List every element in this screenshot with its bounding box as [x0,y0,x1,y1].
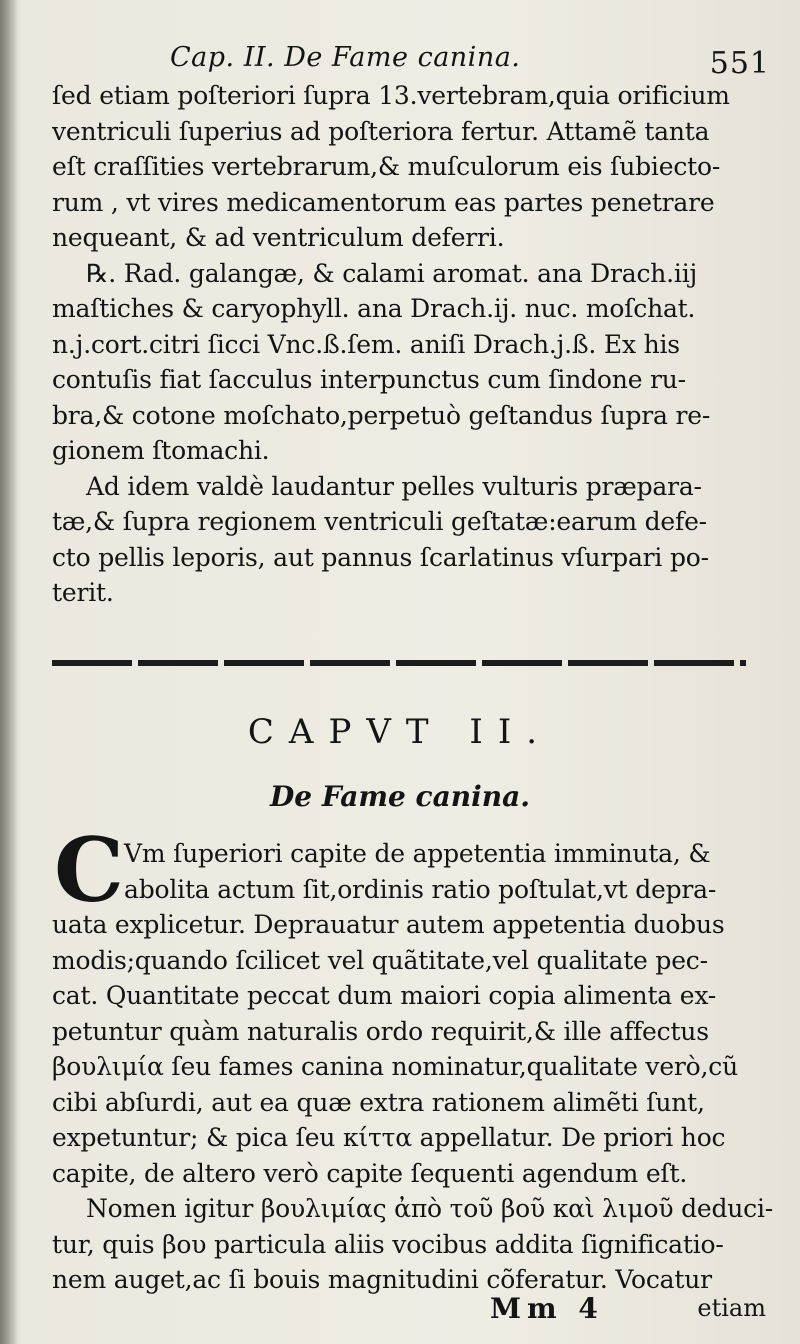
text-line: rum , vt vires medicamentorum eas partes penetrare [52,187,715,217]
text-line: abolita actum ſit,ordinis ratio poſtulat,vt depra- [124,874,717,904]
text-line: capite, de altero verò capite ſequenti agendum eſt. [52,1158,688,1188]
drop-cap-letter: C [54,818,125,922]
text-line: terit. [52,578,114,607]
text-line: modis;quando ſcilicet vel quãtitate,vel qualitate pec- [52,945,708,975]
text-line: bra,& cotone moſchato,perpetuò geſtandus ſupra re- [52,400,711,430]
text-line: cibi abſurdi, aut ea quæ extra rationem alimẽti ſunt, [52,1087,705,1117]
text-line: eſt craſſities vertebrarum,& muſculorum eis ſubiecto- [52,152,721,181]
chapter-subtitle: De Fame canina. [270,780,530,813]
text-line: uata explicetur. Deprauatur autem appetentia duobus [52,910,725,939]
chapter-text-block [52,836,774,1298]
text-line: maſtiches & caryophyll. ana Drach.ij. nuc. moſchat. [52,294,696,323]
catchword: etiam [697,1294,766,1322]
page-footer [0,1292,800,1332]
text-line: n.j.cort.citri ſicci Vnc.ß.ſem. aniſi Drach.j.ß. Ex his [52,329,680,359]
text-line: ſed etiam poſteriori ſupra 13.vertebram,quia orificium [52,81,730,110]
paragraph-start-line: Nomen igitur βουλιμίας ἀπὸ τοῦ βοῦ καὶ λιμοῦ deduci- [86,1194,774,1223]
text-line: gionem ſtomachi. [52,436,270,465]
text-line: ventriculi ſuperius ad poſteriora fertur. Attamẽ tanta [52,116,710,146]
text-line: nem auget,ac ſi bouis magnitudini cõferatur. Vocatur [52,1265,712,1294]
page-number: 551 [709,46,770,81]
text-line: tæ,& ſupra regionem ventriculi geſtatæ:earum defe- [52,507,707,536]
recipe-line: ℞. Rad. galangæ, & calami aromat. ana Drach.iij [86,258,698,288]
top-text-block [52,78,764,611]
section-divider-rule [52,660,746,666]
text-line: expetuntur; & pica ſeu κίττα appellatur. De priori hoc [52,1123,726,1152]
text-line: Vm ſuperiori capite de appetentia imminuta, & [124,839,711,868]
text-line: cto pellis leporis, aut pannus ſcarlatinus vſurpari po- [52,542,709,572]
signature-mark: Mm 4 [490,1292,604,1325]
text-line: βουλιμία ſeu fames canina nominatur,qualitate verò,cũ [52,1052,738,1081]
gutter-shadow [0,0,18,1344]
text-line: nequeant, & ad ventriculum deferri. [52,223,505,252]
running-head: Cap. II. De Fame canina. [170,42,521,73]
text-line: tur, quis βου particula aliis vocibus addita ſignificatio- [52,1229,724,1259]
chapter-heading: CAPVT II. [247,712,553,752]
text-line: cat. Quantitate peccat dum maiori copia alimenta ex- [52,981,717,1010]
text-line: petuntur quàm naturalis ordo requirit,& ille affectus [52,1016,709,1046]
paragraph-start-line: Ad idem valdè laudantur pelles vulturis præpara- [86,471,702,501]
text-line: contuſis fiat ſacculus interpunctus cum ſindone ru- [52,365,686,394]
